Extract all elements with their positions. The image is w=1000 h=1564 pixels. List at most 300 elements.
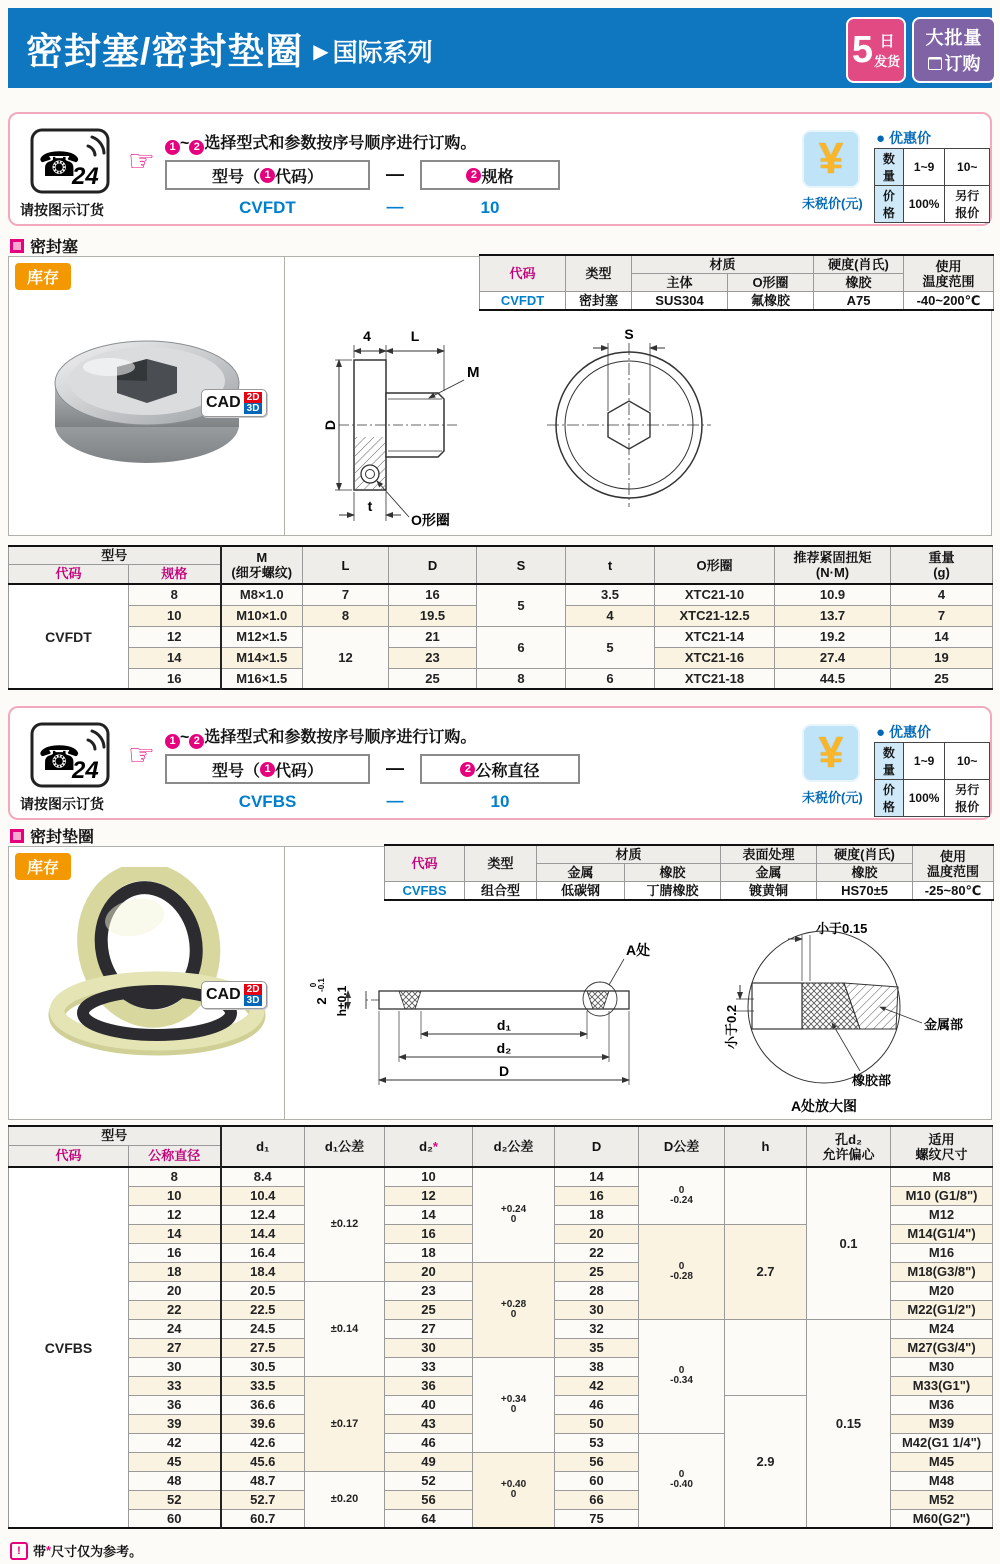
box1-post-2: 代码） (275, 762, 324, 780)
example-value-2: 10 (490, 792, 510, 811)
value-cell: 20 (555, 1224, 639, 1243)
cad-3d-icon-2: 3D (244, 995, 263, 1006)
value-cell: 7 (891, 605, 993, 626)
model-code-box (165, 160, 370, 190)
size-cell: 42 (129, 1433, 221, 1452)
size-cell: 36 (129, 1395, 221, 1414)
t2-h-d1tol: d₁公差 (305, 1126, 385, 1167)
rubber-part-label: 橡胶部 (852, 1073, 892, 1088)
price-label: 价格 (875, 186, 904, 223)
value-cell: 22 (555, 1243, 639, 1262)
step1-badge-2: 1 (165, 734, 180, 749)
value-cell: 64 (385, 1509, 473, 1528)
spec2-metal-material: 低碳钢 (537, 882, 625, 901)
phone-glyph: ☎ (38, 146, 81, 184)
ship-days: 5 (851, 29, 874, 71)
note-icon: ! (10, 1542, 28, 1560)
spec-temp-range: -40~200℃ (904, 292, 994, 311)
dim-M: M (467, 364, 480, 381)
box2-step: 2 (466, 168, 481, 183)
section1-title-text: 密封塞 (30, 239, 79, 256)
size-cell: 20 (129, 1281, 221, 1300)
cad-2d-icon-2: 2D (244, 984, 263, 995)
t2-h-d1: d₁ (221, 1126, 305, 1167)
spec2-surface-treatment: 镀黄铜 (721, 882, 817, 901)
box1-step: 1 (260, 168, 275, 183)
value-cell: 46 (385, 1433, 473, 1452)
value-cell: 16 (385, 1224, 473, 1243)
example-code: CVFDT (239, 198, 296, 217)
value-cell: 22.5 (221, 1300, 305, 1319)
value-cell: 14 (385, 1205, 473, 1224)
value-cell: 36 (385, 1376, 473, 1395)
bulk-line2: 订购 (944, 54, 981, 74)
spec2-hardness: HS70±5 (817, 882, 913, 901)
value-cell: XTC21-14 (655, 626, 775, 647)
t2-h-h: h (725, 1126, 807, 1167)
t1-h-t: t (566, 546, 655, 584)
yen-icon-2: ¥ (802, 724, 860, 782)
qty-label-2: 数量 (875, 743, 904, 780)
order-guide-box-2 (8, 706, 992, 820)
size-cell: 10 (129, 605, 221, 626)
value-cell: 18.4 (221, 1262, 305, 1281)
section-square-icon-2 (10, 829, 24, 843)
untaxed-label-2: 未税价(元) (802, 790, 863, 805)
value-cell: M14(G1/4") (891, 1224, 993, 1243)
value-cell: M16 (891, 1243, 993, 1262)
spec2-h-code: 代码 (385, 845, 465, 882)
t1-h-D: D (389, 546, 477, 584)
size-cell: 60 (129, 1509, 221, 1528)
value-cell: XTC21-12.5 (655, 605, 775, 626)
value-cell: 7 (303, 584, 389, 605)
value-cell: 20.5 (221, 1281, 305, 1300)
value-cell: 2.9 (725, 1395, 807, 1528)
cvfdt-dimension-table (8, 545, 993, 690)
value-cell: M10 (G1/8") (891, 1186, 993, 1205)
value-cell: 60 (555, 1471, 639, 1490)
seal-washer-photo (29, 867, 269, 1057)
value-cell: 8 (303, 605, 389, 626)
price-block-1 (802, 130, 863, 212)
value-cell: M36 (891, 1395, 993, 1414)
bulk-cart-icon (928, 57, 942, 70)
value-cell: 27.4 (775, 647, 891, 668)
footnote-text: 尺寸仅为参考。 (51, 1544, 143, 1559)
value-cell: M8 (891, 1167, 993, 1186)
t1-h-S: S (477, 546, 566, 584)
value-cell: +0.40 0 (473, 1452, 555, 1528)
cad-badge-2[interactable] (201, 981, 267, 1009)
value-cell: 19.5 (389, 605, 477, 626)
ship-label: 发货 (874, 54, 901, 69)
value-cell: 66 (555, 1490, 639, 1509)
value-cell (725, 1319, 807, 1395)
tilde-2: ~ (180, 729, 190, 746)
t2-h-code: 代码 (9, 1145, 129, 1167)
value-cell: M48 (891, 1471, 993, 1490)
value-cell: M12 (891, 1205, 993, 1224)
value-cell: 6 (477, 626, 566, 668)
spec2-temp-range: -25~80℃ (913, 882, 994, 901)
spec2-code-cvfbs: CVFBS (385, 882, 465, 901)
value-cell: 32 (555, 1319, 639, 1338)
value-cell: ±0.17 (305, 1376, 385, 1471)
size-cell: 48 (129, 1471, 221, 1490)
size-cell: 12 (129, 626, 221, 647)
value-cell: 12 (303, 626, 389, 689)
value-cell: 25 (555, 1262, 639, 1281)
value-cell: 23 (389, 647, 477, 668)
stock-badge-2: 库存 (15, 853, 71, 880)
value-cell: M33(G1") (891, 1376, 993, 1395)
size-cell: 14 (129, 647, 221, 668)
page-title: 密封塞/密封垫圈 (26, 31, 304, 72)
value-cell: 56 (385, 1490, 473, 1509)
value-cell: 3.5 (566, 584, 655, 605)
t1-h-oring: O形圈 (655, 546, 775, 584)
detail-caption: A处放大图 (790, 1098, 858, 1114)
footnote (10, 1541, 142, 1560)
example-dash: — (386, 197, 404, 216)
section-square-icon (10, 239, 24, 253)
dia-box-2 (420, 754, 580, 784)
spec2-h-hard-rubber: 橡胶 (817, 864, 913, 882)
value-cell: 53 (555, 1433, 639, 1452)
series-label: 国际系列 (332, 39, 433, 67)
value-cell: M22(G1/2") (891, 1300, 993, 1319)
dim-S: S (624, 326, 634, 342)
value-cell: M27(G3/4") (891, 1338, 993, 1357)
order-guide-box-1 (8, 112, 992, 226)
value-cell: M8×1.0 (221, 584, 303, 605)
spec-h-type: 类型 (566, 255, 632, 292)
size-cell: 18 (129, 1262, 221, 1281)
dim-d1: d₁ (496, 1017, 512, 1033)
value-cell: 20 (385, 1262, 473, 1281)
value-cell: 21 (389, 626, 477, 647)
divider (284, 257, 285, 535)
value-cell: ±0.12 (305, 1167, 385, 1281)
dim-D2: D (498, 1063, 510, 1079)
value-cell: 52 (385, 1471, 473, 1490)
price-2b: 另行报价 (945, 780, 990, 817)
dim-2: 2 (314, 997, 329, 1005)
tilde: ~ (180, 135, 190, 152)
price-1: 100% (903, 186, 945, 223)
discount-price-title-2: ● 优惠价 (876, 724, 931, 741)
value-cell: 10.4 (221, 1186, 305, 1205)
value-cell: 48.7 (221, 1471, 305, 1490)
value-cell: 43 (385, 1414, 473, 1433)
seal-plug-photo (39, 275, 259, 485)
value-cell: 18 (385, 1243, 473, 1262)
value-cell (725, 1167, 807, 1224)
size-cell: 10 (129, 1186, 221, 1205)
example-dash-2: — (386, 791, 404, 810)
arrow-icon: ▶ (313, 40, 329, 63)
pointing-hand-icon-2: ☞ (128, 739, 155, 772)
order-instruction-2 (165, 724, 476, 749)
spec2-h-hardness: 硬度(肖氏) (817, 845, 913, 864)
value-cell: 8 (477, 668, 566, 689)
cvfbs-spec-table (384, 844, 994, 901)
value-cell: 0.15 (807, 1319, 891, 1528)
value-cell: 0 -0.40 (639, 1433, 725, 1528)
spec2-h-temp: 使用 温度范围 (913, 845, 994, 882)
phone-24-label: 24 (72, 163, 99, 190)
oring-label: O形圈 (411, 512, 450, 528)
value-cell: M39 (891, 1414, 993, 1433)
cad-3d-icon: 3D (244, 403, 263, 414)
value-cell: 75 (555, 1509, 639, 1528)
value-cell: 6 (566, 668, 655, 689)
value-cell: 19 (891, 647, 993, 668)
t1-h-m: M (细牙螺纹) (221, 546, 303, 584)
format-dash: — (386, 164, 404, 184)
cad-badge[interactable] (201, 389, 267, 417)
bulk-line1: 大批量 (925, 28, 983, 48)
example-code-2: CVFBS (238, 792, 297, 811)
spec2-rubber-material: 丁腈橡胶 (625, 882, 721, 901)
value-cell: 42 (555, 1376, 639, 1395)
qty-label: 数量 (875, 149, 904, 186)
value-cell: XTC21-10 (655, 584, 775, 605)
order-format-row-1 (165, 160, 560, 218)
value-cell: 16.4 (221, 1243, 305, 1262)
value-cell: XTC21-18 (655, 668, 775, 689)
order-caption: 请按图示订货 (20, 202, 104, 218)
value-cell: M60(G2") (891, 1509, 993, 1528)
value-cell: 27 (385, 1319, 473, 1338)
value-cell: 10 (385, 1167, 473, 1186)
value-cell: 28 (555, 1281, 639, 1300)
cad-label: CAD (206, 394, 241, 411)
value-cell: ±0.14 (305, 1281, 385, 1376)
box2-step-2: 2 (460, 762, 475, 777)
size-cell: 14 (129, 1224, 221, 1243)
dim-d2: d₂ (496, 1040, 512, 1056)
value-cell: 25 (385, 1300, 473, 1319)
spec-body-material: SUS304 (632, 292, 728, 311)
t1-body (9, 584, 993, 689)
value-cell: M10×1.0 (221, 605, 303, 626)
section2-title-text: 密封垫圈 (30, 829, 95, 846)
spec-h-material: 材质 (632, 255, 814, 274)
value-cell: 46 (555, 1395, 639, 1414)
value-cell: ±0.20 (305, 1471, 385, 1528)
spec-h-rubber: 橡胶 (814, 274, 904, 292)
divider-2 (284, 847, 285, 1119)
order-caption-2: 请按图示订货 (20, 796, 104, 812)
value-cell: M30 (891, 1357, 993, 1376)
svg-text:24: 24 (72, 757, 99, 784)
value-cell: 33 (385, 1357, 473, 1376)
product-box-seal-plug (8, 256, 992, 536)
spec2-type: 组合型 (465, 882, 537, 901)
dim-2-tol-bot: -0.1 (317, 978, 326, 992)
price-table-1 (874, 148, 990, 223)
lt-015-label: 小于0.15 (816, 921, 868, 936)
spec2-h-surf-metal: 金属 (721, 864, 817, 882)
step2-badge: 2 (189, 140, 204, 155)
cvfbs-dimension-table (8, 1125, 993, 1529)
value-cell: 16 (389, 584, 477, 605)
qty-range-1: 1~9 (903, 149, 945, 186)
pointing-hand-icon: ☞ (128, 145, 155, 178)
size-cell: 27 (129, 1338, 221, 1357)
value-cell: 13.7 (775, 605, 891, 626)
spec-hardness: A75 (814, 292, 904, 311)
t2-h-d2: d₂* (385, 1126, 473, 1167)
box2-label-2: 公称直径 (475, 762, 540, 780)
value-cell: 25 (891, 668, 993, 689)
value-cell: 23 (385, 1281, 473, 1300)
box1-post: 代码） (275, 168, 324, 186)
value-cell: 14 (555, 1167, 639, 1186)
spec-h-code: 代码 (480, 255, 566, 292)
value-cell: +0.24 0 (473, 1167, 555, 1262)
value-cell: 0.1 (807, 1167, 891, 1319)
value-cell: 2.7 (725, 1224, 807, 1319)
value-cell: 14.4 (221, 1224, 305, 1243)
value-cell: M16×1.5 (221, 668, 303, 689)
svg-text:☎: ☎ (38, 740, 81, 778)
value-cell: M12×1.5 (221, 626, 303, 647)
dim-2-tol-top: 0 (309, 982, 318, 988)
spec2-h-surface: 表面处理 (721, 845, 817, 864)
spec2-h-rubber: 橡胶 (625, 864, 721, 882)
bulk-order-badge (912, 17, 996, 83)
size-cell: 22 (129, 1300, 221, 1319)
discount-price-title: ● 优惠价 (876, 130, 931, 147)
value-cell: 4 (566, 605, 655, 626)
value-cell: 60.7 (221, 1509, 305, 1528)
value-cell: 39.6 (221, 1414, 305, 1433)
page-banner (8, 8, 992, 88)
value-cell: 52.7 (221, 1490, 305, 1509)
stock-badge-1: 库存 (15, 263, 71, 290)
qty-range-1b: 1~9 (903, 743, 945, 780)
seal-plug-drawing (299, 325, 739, 533)
size-cell: 30 (129, 1357, 221, 1376)
value-cell: 5 (566, 626, 655, 668)
dim-h: h±0.1 (335, 985, 349, 1017)
value-cell: 12 (385, 1186, 473, 1205)
value-cell: 8.4 (221, 1167, 305, 1186)
value-cell: +0.34 0 (473, 1357, 555, 1452)
size-cell: 52 (129, 1490, 221, 1509)
t2-h-dia: 公称直径 (129, 1145, 221, 1167)
model-code-box-2 (165, 754, 370, 784)
value-cell: 27.5 (221, 1338, 305, 1357)
footnote-pre: 带 (33, 1544, 47, 1559)
example-value: 10 (480, 198, 500, 217)
spec2-h-metal: 金属 (537, 864, 625, 882)
value-cell: M20 (891, 1281, 993, 1300)
size-cell: 12 (129, 1205, 221, 1224)
section-title-seal-washer (10, 824, 94, 847)
value-cell: 30 (555, 1300, 639, 1319)
product-box-seal-washer (8, 846, 992, 1120)
value-cell: 50 (555, 1414, 639, 1433)
cad-label-2: CAD (206, 986, 241, 1003)
value-cell: 44.5 (775, 668, 891, 689)
spec-box (420, 160, 560, 190)
value-cell: 0 -0.24 (639, 1167, 725, 1224)
value-cell: 38 (555, 1357, 639, 1376)
t1-h-torque: 推荐紧固扭矩 (N·M) (775, 546, 891, 584)
t2-h-d2tol: d₂公差 (473, 1126, 555, 1167)
spec2-h-type: 类型 (465, 845, 537, 882)
value-cell: 14 (891, 626, 993, 647)
value-cell: 0 -0.28 (639, 1224, 725, 1319)
step2-badge-2: 2 (189, 734, 204, 749)
metal-part-label: 金属部 (924, 1017, 964, 1032)
model-code-cell: CVFDT (9, 584, 129, 689)
box1-step-2: 1 (260, 762, 275, 777)
t1-h-L: L (303, 546, 389, 584)
value-cell: M18(G3/8") (891, 1262, 993, 1281)
dim-t: t (367, 498, 373, 514)
spec-h-body: 主体 (632, 274, 728, 292)
value-cell: 30.5 (221, 1357, 305, 1376)
t1-h-model: 型号 (9, 546, 221, 564)
t2-body (9, 1167, 993, 1528)
value-cell: 49 (385, 1452, 473, 1471)
instruction-text-2: 选择型式和参数按序号顺序进行订购。 (204, 729, 477, 746)
value-cell: 5 (477, 584, 566, 626)
size-cell: 45 (129, 1452, 221, 1471)
value-cell: 4 (891, 584, 993, 605)
spec2-h-material: 材质 (537, 845, 721, 864)
size-cell: 16 (129, 1243, 221, 1262)
size-cell: 33 (129, 1376, 221, 1395)
order-instruction (165, 130, 476, 155)
value-cell: 19.2 (775, 626, 891, 647)
box1-pre-2: 型号（ (211, 762, 260, 780)
qty-range-2: 10~ (945, 149, 990, 186)
dim-L: L (410, 328, 420, 344)
value-cell: 56 (555, 1452, 639, 1471)
footnote-star: * (46, 1543, 52, 1558)
value-cell: 12.4 (221, 1205, 305, 1224)
t1-h-code: 代码 (9, 564, 129, 584)
cad-2d-icon: 2D (244, 392, 263, 403)
spec-h-hardness: 硬度(肖氏) (814, 255, 904, 274)
value-cell: 25 (389, 668, 477, 689)
t2-h-model: 型号 (9, 1126, 221, 1145)
value-cell: XTC21-16 (655, 647, 775, 668)
section-title-seal-plug (10, 234, 78, 257)
box2-label: 规格 (481, 168, 514, 186)
value-cell: 30 (385, 1338, 473, 1357)
ship-5day-badge (846, 17, 906, 83)
value-cell: 10.9 (775, 584, 891, 605)
step1-badge: 1 (165, 140, 180, 155)
spec-type: 密封塞 (566, 292, 632, 311)
spec-h-temp: 使用 温度范围 (904, 255, 994, 292)
value-cell: M24 (891, 1319, 993, 1338)
value-cell: M45 (891, 1452, 993, 1471)
t1-h-spec: 规格 (129, 564, 221, 584)
phone-24-icon (30, 128, 118, 199)
instruction-text: 选择型式和参数按序号顺序进行订购。 (204, 135, 477, 152)
t2-h-Dtol: D公差 (639, 1126, 725, 1167)
value-cell: 16 (555, 1186, 639, 1205)
yen-icon: ¥ (802, 130, 860, 188)
